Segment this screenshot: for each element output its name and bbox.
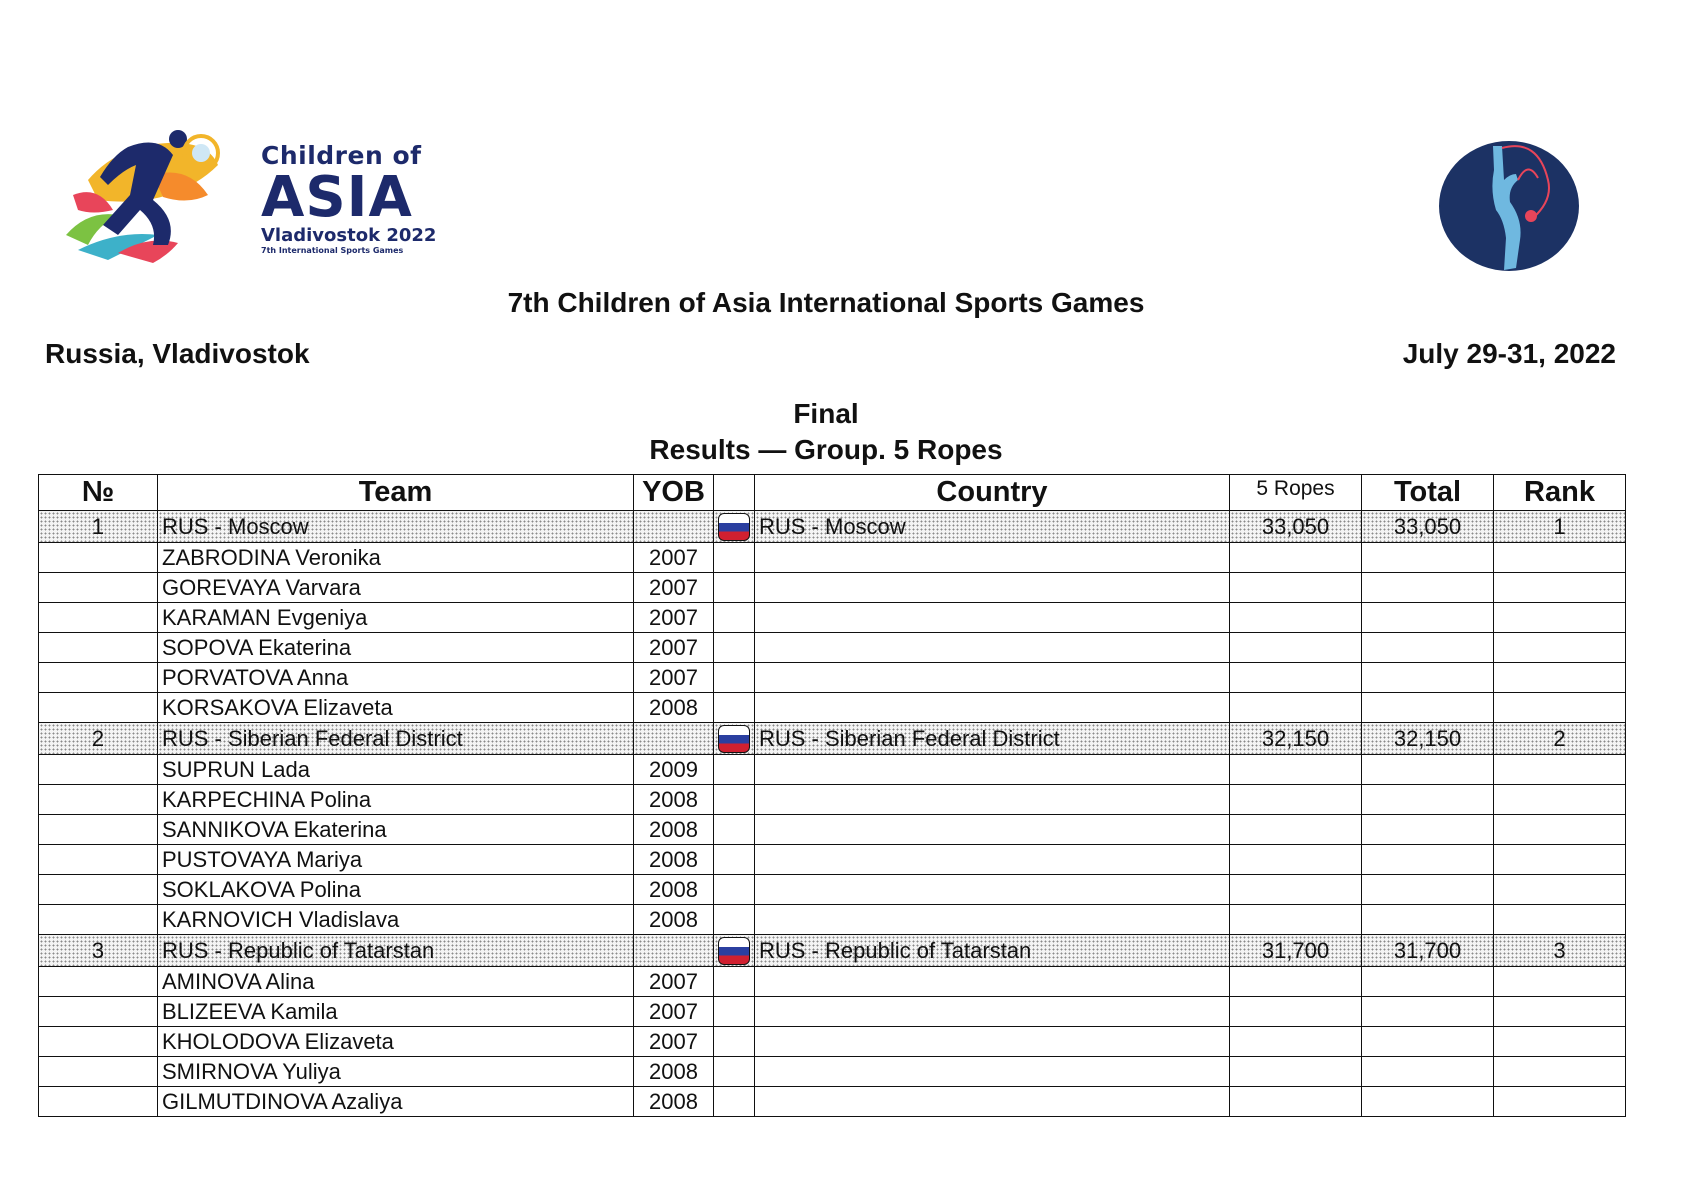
empty-cell — [714, 693, 755, 723]
athlete-row — [39, 1087, 1626, 1117]
athlete-name: SOKLAKOVA Polina — [158, 875, 634, 905]
empty-cell — [1362, 603, 1494, 633]
athlete-yob: 2008 — [634, 845, 714, 875]
results-body — [39, 511, 1626, 1117]
athlete-yob: 2008 — [634, 815, 714, 845]
empty-cell — [1362, 573, 1494, 603]
empty-cell — [1230, 603, 1362, 633]
athlete-yob: 2008 — [634, 875, 714, 905]
team-name: RUS - Siberian Federal District — [158, 723, 634, 755]
athlete-yob: 2007 — [634, 573, 714, 603]
empty-cell — [39, 875, 158, 905]
empty-cell — [1494, 997, 1626, 1027]
athlete-name: PORVATOVA Anna — [158, 663, 634, 693]
children-of-asia-logo — [58, 125, 478, 275]
empty-cell — [714, 603, 755, 633]
empty-cell — [1230, 905, 1362, 935]
empty-cell — [1494, 905, 1626, 935]
athlete-name: PUSTOVAYA Mariya — [158, 845, 634, 875]
athlete-yob: 2007 — [634, 663, 714, 693]
athlete-yob: 2007 — [634, 603, 714, 633]
empty-cell — [1362, 1027, 1494, 1057]
empty-cell — [39, 543, 158, 573]
empty-cell — [714, 997, 755, 1027]
col-header-team: Team — [158, 475, 634, 511]
team-rank: 3 — [1494, 935, 1626, 967]
athlete-name: KHOLODOVA Elizaveta — [158, 1027, 634, 1057]
team-number: 3 — [39, 935, 158, 967]
logo-line-4: 7th International Sports Games — [261, 246, 404, 255]
table-header-row — [39, 475, 1626, 511]
team-apparatus-score: 32,150 — [1230, 723, 1362, 755]
empty-cell — [39, 693, 158, 723]
empty-cell — [39, 967, 158, 997]
empty-cell — [714, 543, 755, 573]
athlete-name: SMIRNOVA Yuliya — [158, 1057, 634, 1087]
russia-flag-icon — [718, 513, 750, 541]
russia-flag-icon — [718, 937, 750, 965]
empty-cell — [1230, 875, 1362, 905]
empty-cell — [755, 875, 1230, 905]
athlete-yob: 2007 — [634, 543, 714, 573]
results-table — [38, 474, 1626, 1117]
empty-cell — [1494, 693, 1626, 723]
empty-cell — [1362, 755, 1494, 785]
col-header-country: Country — [755, 475, 1230, 511]
team-country: RUS - Moscow — [755, 511, 1230, 543]
team-total: 33,050 — [1362, 511, 1494, 543]
empty-cell — [714, 815, 755, 845]
empty-cell — [1230, 573, 1362, 603]
empty-cell — [755, 633, 1230, 663]
empty-cell — [1230, 785, 1362, 815]
empty-cell — [1230, 967, 1362, 997]
empty-cell — [755, 997, 1230, 1027]
empty-cell — [714, 573, 755, 603]
team-total: 32,150 — [1362, 723, 1494, 755]
athlete-name: SUPRUN Lada — [158, 755, 634, 785]
athlete-row — [39, 905, 1626, 935]
empty-cell — [39, 815, 158, 845]
empty-cell — [1230, 1087, 1362, 1117]
team-country: RUS - Republic of Tatarstan — [755, 935, 1230, 967]
empty-cell — [1494, 543, 1626, 573]
athlete-row — [39, 997, 1626, 1027]
empty-cell — [1362, 543, 1494, 573]
empty-cell — [1494, 967, 1626, 997]
col-header-num: № — [39, 475, 158, 511]
empty-cell — [39, 603, 158, 633]
empty-cell — [39, 845, 158, 875]
empty-cell — [1494, 663, 1626, 693]
athlete-name: GILMUTDINOVA Azaliya — [158, 1087, 634, 1117]
athlete-yob: 2008 — [634, 1057, 714, 1087]
flag-cell — [714, 723, 755, 755]
empty-cell — [714, 905, 755, 935]
empty-cell — [1230, 845, 1362, 875]
athlete-row — [39, 633, 1626, 663]
empty-cell — [714, 663, 755, 693]
athlete-name: SANNIKOVA Ekaterina — [158, 815, 634, 845]
empty-cell — [39, 633, 158, 663]
empty-cell — [1230, 543, 1362, 573]
empty-cell — [1362, 633, 1494, 663]
event-date: July 29-31, 2022 — [1402, 338, 1616, 369]
empty-cell — [1362, 967, 1494, 997]
athlete-yob: 2007 — [634, 967, 714, 997]
empty-cell — [1494, 1087, 1626, 1117]
athlete-name: ZABRODINA Veronika — [158, 543, 634, 573]
empty-cell — [1362, 905, 1494, 935]
empty-cell — [1230, 663, 1362, 693]
empty-cell — [1230, 633, 1362, 663]
empty-cell — [39, 1057, 158, 1087]
empty-cell — [1362, 845, 1494, 875]
col-header-flag — [714, 475, 755, 511]
empty-cell — [714, 845, 755, 875]
athlete-row — [39, 845, 1626, 875]
empty-cell — [1362, 1057, 1494, 1087]
athlete-name: AMINOVA Alina — [158, 967, 634, 997]
logo-wordmark — [261, 142, 491, 256]
flag-cell — [714, 511, 755, 543]
empty-cell — [1494, 1057, 1626, 1087]
empty-cell — [1494, 573, 1626, 603]
team-total: 31,700 — [1362, 935, 1494, 967]
athlete-name: SOPOVA Ekaterina — [158, 633, 634, 663]
empty-cell — [1362, 1087, 1494, 1117]
empty-cell — [1362, 815, 1494, 845]
empty-cell — [755, 905, 1230, 935]
empty-cell — [755, 815, 1230, 845]
empty-cell — [39, 755, 158, 785]
team-rank: 1 — [1494, 511, 1626, 543]
team-yob-cell — [634, 723, 714, 755]
empty-cell — [39, 1087, 158, 1117]
empty-cell — [1362, 663, 1494, 693]
athlete-name: KORSAKOVA Elizaveta — [158, 693, 634, 723]
athlete-name: KARAMAN Evgeniya — [158, 603, 634, 633]
team-apparatus-score: 31,700 — [1230, 935, 1362, 967]
team-row — [39, 723, 1626, 755]
logo-line-2: ASIA — [261, 165, 413, 230]
athlete-row — [39, 967, 1626, 997]
team-country: RUS - Siberian Federal District — [755, 723, 1230, 755]
flag-cell — [714, 935, 755, 967]
empty-cell — [755, 1027, 1230, 1057]
empty-cell — [1230, 1027, 1362, 1057]
empty-cell — [39, 905, 158, 935]
russia-flag-icon — [718, 725, 750, 753]
empty-cell — [714, 785, 755, 815]
team-number: 2 — [39, 723, 158, 755]
empty-cell — [39, 997, 158, 1027]
athlete-row — [39, 693, 1626, 723]
event-location: Russia, Vladivostok — [45, 338, 310, 369]
runner-emblem-icon — [58, 125, 268, 265]
empty-cell — [714, 967, 755, 997]
empty-cell — [1494, 845, 1626, 875]
empty-cell — [714, 1057, 755, 1087]
team-rank: 2 — [1494, 723, 1626, 755]
empty-cell — [1494, 875, 1626, 905]
empty-cell — [714, 633, 755, 663]
team-row — [39, 511, 1626, 543]
empty-cell — [1494, 1027, 1626, 1057]
athlete-yob: 2008 — [634, 1087, 714, 1117]
athlete-row — [39, 815, 1626, 845]
team-name: RUS - Republic of Tatarstan — [158, 935, 634, 967]
col-header-apparatus: 5 Ropes — [1230, 475, 1362, 511]
empty-cell — [1230, 1057, 1362, 1087]
empty-cell — [714, 875, 755, 905]
empty-cell — [1362, 693, 1494, 723]
empty-cell — [1230, 755, 1362, 785]
team-row — [39, 935, 1626, 967]
empty-cell — [1230, 815, 1362, 845]
empty-cell — [1494, 755, 1626, 785]
athlete-name: KARPECHINA Polina — [158, 785, 634, 815]
athlete-row — [39, 573, 1626, 603]
logo-line-1: Children of — [261, 141, 422, 170]
empty-cell — [1362, 875, 1494, 905]
empty-cell — [755, 693, 1230, 723]
empty-cell — [714, 755, 755, 785]
empty-cell — [755, 1087, 1230, 1117]
empty-cell — [1494, 815, 1626, 845]
gymnastics-rope-emblem — [1438, 140, 1580, 277]
logo-line-3: Vladivostok 2022 — [261, 225, 437, 246]
col-header-rank: Rank — [1494, 475, 1626, 511]
athlete-name: BLIZEEVA Kamila — [158, 997, 634, 1027]
empty-cell — [1494, 785, 1626, 815]
athlete-row — [39, 543, 1626, 573]
athlete-yob: 2007 — [634, 997, 714, 1027]
athlete-yob: 2008 — [634, 905, 714, 935]
athlete-yob: 2008 — [634, 785, 714, 815]
empty-cell — [714, 1027, 755, 1057]
team-yob-cell — [634, 511, 714, 543]
team-apparatus-score: 33,050 — [1230, 511, 1362, 543]
results-subtitle: Results — Group. 5 Ropes — [649, 434, 1003, 465]
athlete-name: GOREVAYA Varvara — [158, 573, 634, 603]
athlete-yob: 2007 — [634, 633, 714, 663]
athlete-row — [39, 1027, 1626, 1057]
team-number: 1 — [39, 511, 158, 543]
col-header-total: Total — [1362, 475, 1494, 511]
empty-cell — [755, 755, 1230, 785]
empty-cell — [1362, 997, 1494, 1027]
gymnast-icon — [1438, 140, 1580, 272]
athlete-row — [39, 785, 1626, 815]
empty-cell — [755, 603, 1230, 633]
team-yob-cell — [634, 935, 714, 967]
empty-cell — [1230, 693, 1362, 723]
athlete-row — [39, 875, 1626, 905]
empty-cell — [1494, 633, 1626, 663]
athlete-row — [39, 663, 1626, 693]
empty-cell — [755, 543, 1230, 573]
empty-cell — [755, 573, 1230, 603]
empty-cell — [755, 967, 1230, 997]
athlete-yob: 2007 — [634, 1027, 714, 1057]
event-title: 7th Children of Asia International Sports Games — [507, 287, 1145, 318]
team-name: RUS - Moscow — [158, 511, 634, 543]
empty-cell — [1362, 785, 1494, 815]
competition-phase: Final — [793, 398, 859, 429]
empty-cell — [39, 1027, 158, 1057]
empty-cell — [39, 573, 158, 603]
athlete-name: KARNOVICH Vladislava — [158, 905, 634, 935]
athlete-row — [39, 755, 1626, 785]
col-header-yob: YOB — [634, 475, 714, 511]
empty-cell — [39, 663, 158, 693]
athlete-row — [39, 1057, 1626, 1087]
empty-cell — [755, 845, 1230, 875]
empty-cell — [714, 1087, 755, 1117]
empty-cell — [755, 785, 1230, 815]
athlete-row — [39, 603, 1626, 633]
empty-cell — [1494, 603, 1626, 633]
athlete-yob: 2008 — [634, 693, 714, 723]
empty-cell — [755, 663, 1230, 693]
empty-cell — [1230, 997, 1362, 1027]
empty-cell — [39, 785, 158, 815]
athlete-yob: 2009 — [634, 755, 714, 785]
empty-cell — [755, 1057, 1230, 1087]
